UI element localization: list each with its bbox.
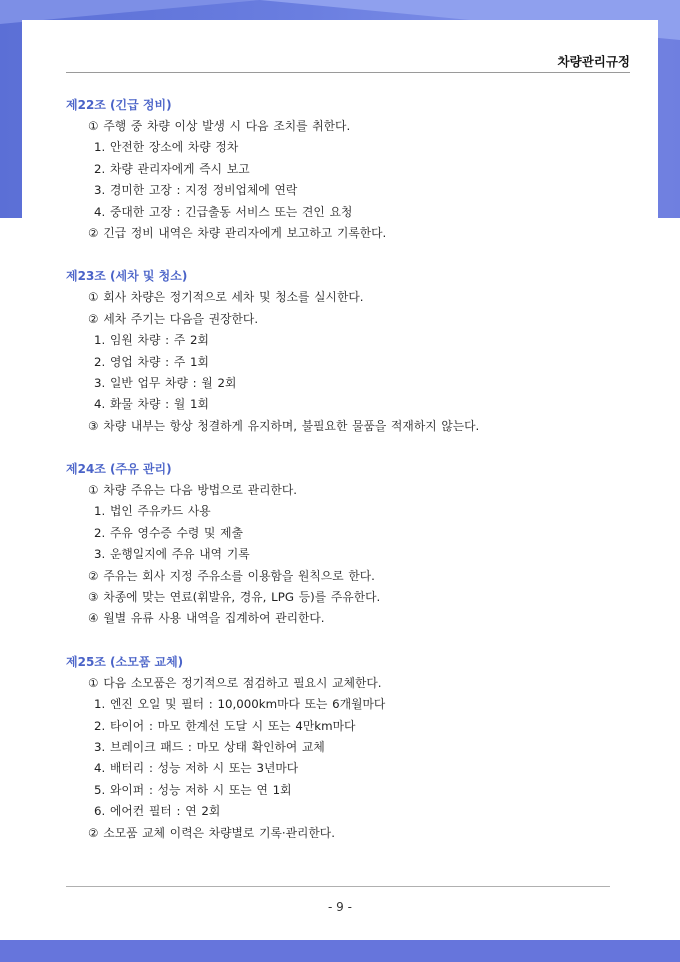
article-section bbox=[66, 94, 626, 244]
paragraph: ① 주행 중 차량 이상 발생 시 다음 조치를 취한다. bbox=[88, 119, 351, 133]
paragraph: ① 다음 소모품은 정기적으로 점검하고 필요시 교체한다. bbox=[88, 675, 382, 690]
article-section bbox=[66, 458, 626, 630]
article-title: 제22조 (긴급 정비) bbox=[66, 98, 172, 112]
paragraph: ② 주유는 회사 지정 주유소를 이용함을 원칙으로 한다. bbox=[88, 568, 375, 583]
list-item: 4. 배터리 : 성능 저하 시 또는 3년마다 bbox=[94, 761, 299, 776]
article-title: 제24조 (주유 관리) bbox=[66, 462, 172, 477]
article-title: 제25조 (소모품 교체) bbox=[66, 654, 184, 669]
page-number: - 9 - bbox=[328, 900, 352, 914]
list-item: 2. 주유 영수증 수령 및 제출 bbox=[94, 525, 243, 540]
list-item: 3. 경미한 고장 : 지정 정비업체에 연락 bbox=[94, 183, 298, 198]
list-item: 3. 브레이크 패드 : 마모 상태 확인하여 교체 bbox=[94, 739, 325, 754]
document-title: 차량관리규정 bbox=[557, 54, 630, 69]
list-item: 1. 임원 차량 : 주 2회 bbox=[94, 333, 209, 348]
list-item: 2. 차량 관리자에게 즉시 보고 bbox=[94, 161, 250, 176]
list-item: 1. 엔진 오일 및 필터 : 10,000km마다 또는 6개월마다 bbox=[94, 697, 386, 712]
article-section bbox=[66, 265, 626, 437]
document-body bbox=[66, 94, 626, 865]
paragraph: ③ 차량 내부는 항상 청결하게 유지하며, 불필요한 물품을 적재하지 않는다. bbox=[88, 418, 480, 433]
article-section bbox=[66, 651, 626, 844]
paragraph: ② 세차 주기는 다음을 권장한다. bbox=[88, 311, 259, 326]
paragraph: ④ 월별 유류 사용 내역을 집계하여 관리한다. bbox=[88, 611, 325, 626]
bottom-band bbox=[0, 940, 680, 962]
list-item: 3. 운행일지에 주유 내역 기록 bbox=[94, 547, 250, 562]
footer-divider bbox=[66, 886, 610, 887]
list-item: 1. 법인 주유카드 사용 bbox=[94, 504, 211, 519]
list-item: 2. 영업 차량 : 주 1회 bbox=[94, 354, 209, 369]
list-item: 1. 안전한 장소에 차량 정차 bbox=[94, 140, 239, 155]
list-item: 3. 일반 업무 차량 : 월 2회 bbox=[94, 375, 237, 390]
article-title: 제23조 (세차 및 청소) bbox=[66, 269, 188, 284]
paragraph: ① 회사 차량은 정기적으로 세차 및 청소를 실시한다. bbox=[88, 290, 364, 305]
list-item: 4. 화물 차량 : 월 1회 bbox=[94, 397, 209, 412]
paragraph: ③ 차종에 맞는 연료(휘발유, 경유, LPG 등)를 주유한다. bbox=[88, 590, 381, 605]
list-item: 5. 와이퍼 : 성능 저하 시 또는 연 1회 bbox=[94, 782, 292, 797]
paragraph: ① 차량 주유는 다음 방법으로 관리한다. bbox=[88, 483, 298, 498]
paragraph: ② 긴급 정비 내역은 차량 관리자에게 보고하고 기록한다. bbox=[88, 225, 387, 240]
list-item: 4. 중대한 고장 : 긴급출동 서비스 또는 견인 요청 bbox=[94, 204, 353, 219]
header-divider bbox=[66, 72, 630, 73]
document-page bbox=[22, 20, 658, 940]
paragraph: ② 소모품 교체 이력은 차량별로 기록·관리한다. bbox=[88, 825, 335, 840]
list-item: 2. 타이어 : 마모 한계선 도달 시 또는 4만km마다 bbox=[94, 718, 356, 733]
list-item: 6. 에어컨 필터 : 연 2회 bbox=[94, 804, 221, 819]
